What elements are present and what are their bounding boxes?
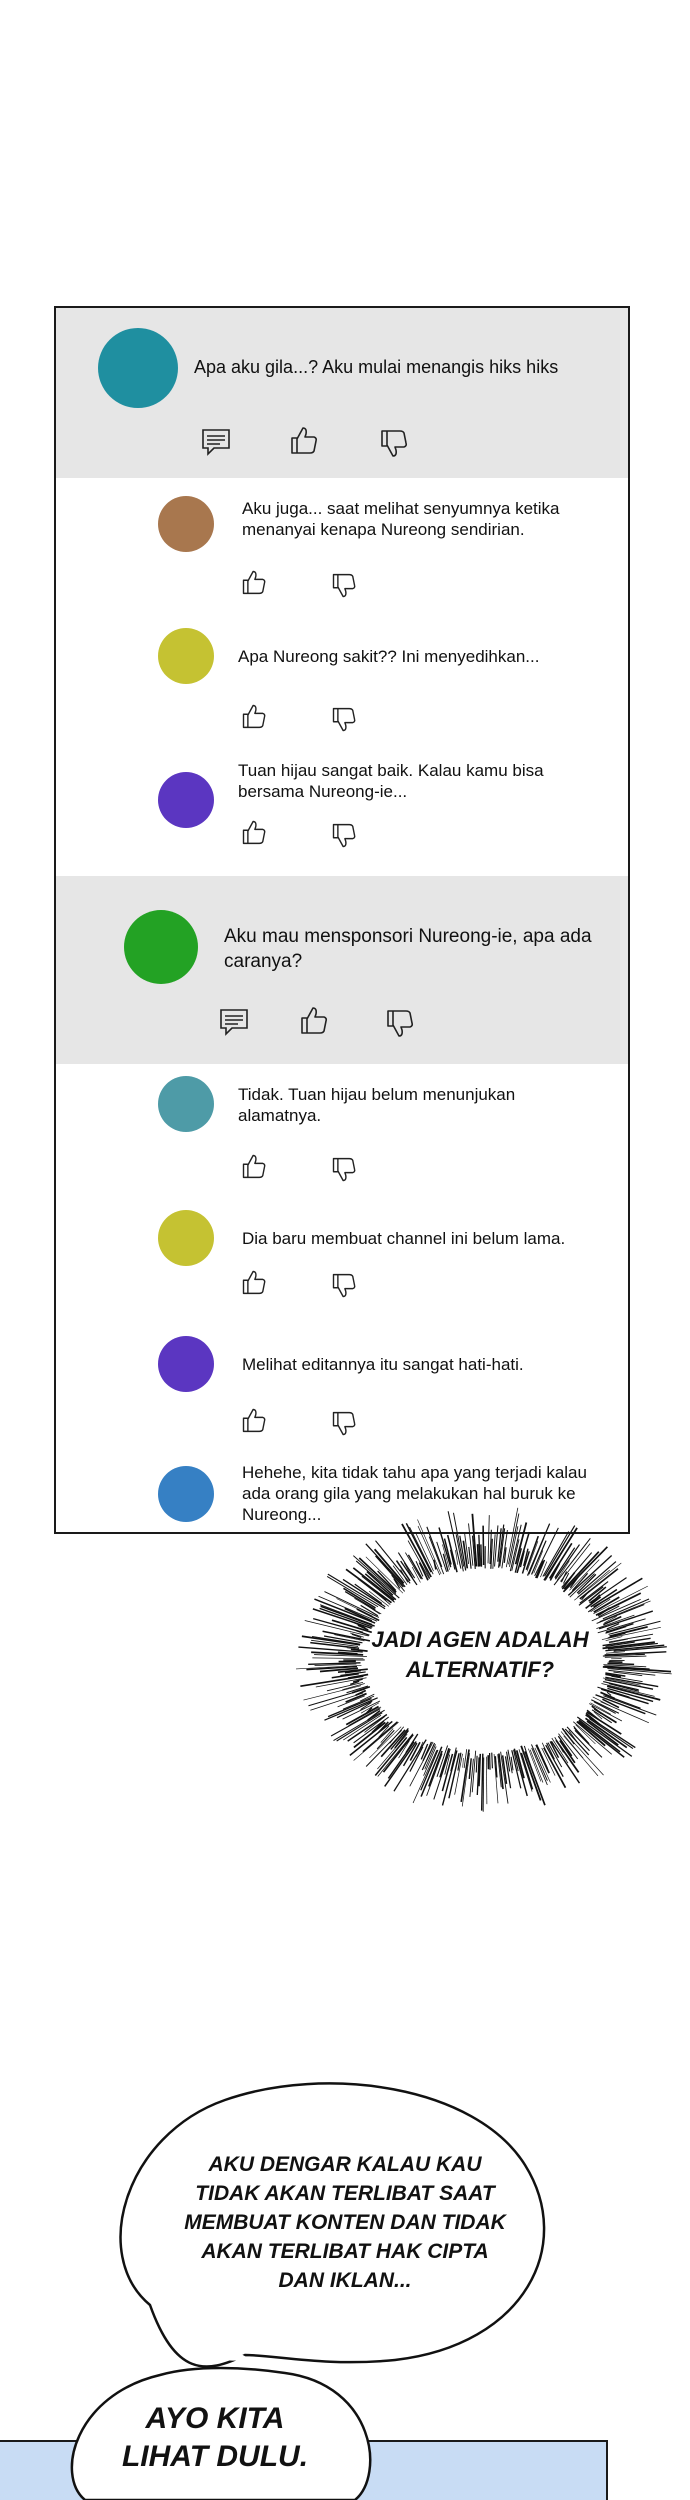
comment-text: Aku mau mensponsori Nureong-ie, apa ada caranya? bbox=[224, 926, 592, 972]
reply-item bbox=[56, 610, 628, 738]
speed-line bbox=[561, 1572, 566, 1583]
thumbs-up-icon[interactable] bbox=[298, 1004, 330, 1036]
speed-line bbox=[463, 1758, 464, 1768]
comment-icon[interactable] bbox=[218, 1006, 250, 1038]
speed-line bbox=[483, 1758, 484, 1812]
comment-icon[interactable] bbox=[200, 426, 232, 458]
avatar bbox=[158, 496, 214, 552]
thumbs-up-icon[interactable] bbox=[240, 1152, 268, 1180]
reply-text: Hehehe, kita tidak tahu apa yang terjadi kalau ada orang gila yang melakukan hal buruk ke Nureong... bbox=[242, 1463, 587, 1524]
bubble-top-text: AKU DENGAR KALAU KAU TIDAK AKAN TERLIBAT SAAT MEMBUAT KONTEN DAN TIDAK AKAN TERLIBAT HAK CIPTA DAN IKLAN... bbox=[184, 2153, 506, 2292]
thumbs-up-icon[interactable] bbox=[288, 424, 320, 456]
speed-line bbox=[472, 1751, 475, 1793]
thumbs-up-icon[interactable] bbox=[240, 702, 268, 730]
reply-item bbox=[56, 478, 628, 610]
speed-line bbox=[455, 1754, 463, 1795]
reply-text: Tidak. Tuan hijau belum menunjukan alamatnya. bbox=[238, 1085, 516, 1125]
speed-line bbox=[482, 1754, 483, 1811]
speed-line bbox=[477, 1757, 479, 1795]
thumbs-up-icon[interactable] bbox=[240, 568, 268, 596]
reply-text: Tuan hijau sangat baik. Kalau kamu bisa bersama Nureong-ie... bbox=[238, 761, 544, 801]
speed-line bbox=[603, 1678, 641, 1685]
reply-text: Apa Nureong sakit?? Ini menyedihkan... bbox=[238, 647, 540, 666]
thumbs-down-icon[interactable] bbox=[330, 822, 358, 850]
avatar bbox=[98, 328, 178, 408]
speed-line bbox=[312, 1658, 363, 1659]
speed-line bbox=[463, 1541, 467, 1569]
thumbs-down-icon[interactable] bbox=[330, 1410, 358, 1438]
speed-line bbox=[478, 1544, 479, 1566]
speed-line bbox=[606, 1652, 625, 1654]
avatar bbox=[158, 628, 214, 684]
reply-text: Melihat editannya itu sangat hati-hati. bbox=[242, 1355, 524, 1374]
reply-text: Dia baru membuat channel ini belum lama. bbox=[242, 1229, 566, 1248]
speed-line bbox=[492, 1753, 493, 1769]
thumbs-up-icon[interactable] bbox=[240, 818, 268, 846]
reply-item bbox=[56, 1196, 628, 1324]
speed-line bbox=[434, 1749, 450, 1799]
speed-line bbox=[469, 1523, 473, 1565]
top-comment bbox=[56, 308, 628, 478]
thumbs-down-icon[interactable] bbox=[330, 572, 358, 600]
thumbs-down-icon[interactable] bbox=[378, 428, 410, 460]
top-comment bbox=[56, 876, 628, 1064]
speed-line bbox=[375, 1737, 406, 1775]
reply-text: Aku juga... saat melihat senyumnya ketika menanyai kenapa Nureong sendirian. bbox=[242, 499, 560, 539]
thumbs-down-icon[interactable] bbox=[330, 706, 358, 734]
avatar bbox=[158, 1466, 214, 1522]
speed-line bbox=[607, 1663, 634, 1664]
thumbs-up-icon[interactable] bbox=[240, 1268, 268, 1296]
speed-line bbox=[535, 1748, 551, 1783]
thumbs-down-icon[interactable] bbox=[384, 1008, 416, 1040]
avatar bbox=[158, 1336, 214, 1392]
avatar bbox=[158, 1210, 214, 1266]
reply-item bbox=[56, 738, 628, 876]
bubble-bottom-text: AYO KITA LIHAT DULU. bbox=[121, 2402, 309, 2473]
speed-line bbox=[469, 1758, 471, 1779]
thumbs-up-icon[interactable] bbox=[240, 1406, 268, 1434]
speed-line bbox=[481, 1544, 482, 1566]
burst-caption: JADI AGEN ADALAH ALTERNATIF? bbox=[371, 1627, 589, 1682]
speed-line bbox=[461, 1749, 469, 1801]
reply-item bbox=[56, 1064, 628, 1196]
speed-line bbox=[486, 1757, 487, 1805]
speed-line bbox=[488, 1515, 489, 1563]
speed-line bbox=[476, 1756, 477, 1773]
avatar bbox=[158, 1076, 214, 1132]
speed-line bbox=[469, 1547, 471, 1569]
comment-text: Apa aku gila...? Aku mulai menangis hiks hiks bbox=[194, 357, 559, 377]
speed-line bbox=[506, 1508, 518, 1567]
comment-panel bbox=[54, 306, 630, 1534]
thumbs-down-icon[interactable] bbox=[330, 1156, 358, 1184]
thumbs-down-icon[interactable] bbox=[330, 1272, 358, 1300]
avatar bbox=[124, 910, 198, 984]
speed-line bbox=[404, 1563, 413, 1579]
avatar bbox=[158, 772, 214, 828]
